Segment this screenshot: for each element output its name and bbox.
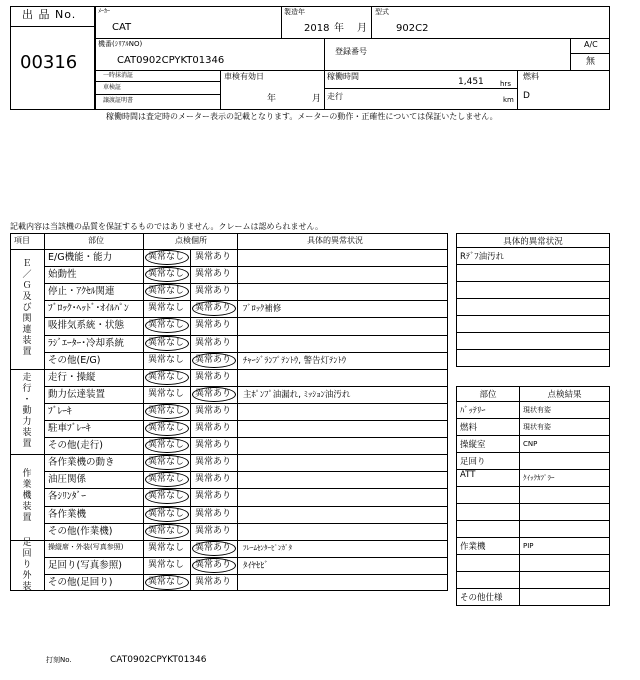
- right-detail-row: [457, 282, 610, 299]
- inspection-part: 操縦席・外装(写真参照): [48, 542, 124, 551]
- maker: CAT: [112, 22, 132, 33]
- status-normal: 異常なし: [148, 457, 185, 468]
- right-detail-row: [457, 299, 610, 316]
- header-item: 項目: [14, 236, 30, 245]
- results-value: [520, 589, 610, 606]
- stamp-number: CAT0902CPYKT01346: [110, 655, 207, 665]
- inspection-valid-label: 車検有効日: [224, 72, 264, 81]
- inspection-part: ﾌﾞﾛｯｸ･ﾍｯﾄﾞ･ｵｲﾙﾊﾟﾝ: [48, 303, 129, 315]
- inspection-part: 駐車ﾌﾞﾚｰｷ: [48, 423, 91, 434]
- inspection-part: 動力伝達装置: [48, 388, 106, 400]
- year-unit: 年: [334, 23, 344, 34]
- results-part: 足回り: [457, 453, 520, 470]
- inspection-valid-month-unit: 月: [312, 94, 322, 104]
- status-circle: [145, 250, 189, 265]
- status-circle: [192, 353, 236, 368]
- status-abnormal: 異常あり: [195, 542, 232, 553]
- status-normal: 異常なし: [148, 474, 185, 485]
- results-value: 現状有姿: [520, 419, 610, 436]
- inspection-part: その他(走行): [48, 440, 103, 452]
- status-abnormal: 異常あり: [195, 423, 232, 433]
- status-abnormal: 異常あり: [195, 269, 232, 280]
- inspection-part: 吸排気系統・状態: [48, 320, 125, 332]
- status-circle: [192, 541, 236, 556]
- status-normal: 異常なし: [148, 508, 185, 519]
- status-circle: [192, 387, 236, 402]
- results-value: 現状有姿: [520, 402, 610, 419]
- lot-number-label: 出 品 No.: [22, 8, 77, 21]
- status-abnormal: 異常あり: [195, 440, 232, 451]
- results-value: [520, 487, 610, 504]
- right-detail-row: [457, 316, 610, 333]
- month-unit: 月: [357, 23, 367, 34]
- results-table: [456, 386, 610, 606]
- fuel-label: 燃料: [523, 72, 539, 81]
- hours-disclaimer: 稼働時間は査定時のメーター表示の記載となります。メーターの動作・正確性については保証いたしません。: [106, 112, 498, 121]
- status-abnormal: 異常あり: [195, 576, 232, 587]
- inspection-part: 各作業機の動き: [48, 457, 115, 469]
- ac-label: A/C: [584, 40, 598, 49]
- status-circle: [145, 507, 189, 522]
- header-check: 点検個所: [175, 236, 207, 245]
- inspection-part: その他(E/G): [48, 354, 101, 366]
- status-abnormal: 異常あり: [195, 388, 232, 399]
- results-header-result: 点検結果: [520, 387, 610, 402]
- status-normal: 異常なし: [148, 286, 185, 297]
- status-abnormal: 異常あり: [195, 354, 232, 365]
- results-header-part: 部位: [457, 387, 520, 402]
- inspection-part: 油圧関係: [48, 474, 87, 486]
- right-detail-row: [457, 265, 610, 282]
- status-abnormal: 異常あり: [195, 405, 232, 416]
- inspection-part: 足回り(写真参照): [48, 559, 122, 571]
- status-normal: 異常なし: [148, 252, 185, 262]
- right-detail-row: Rﾃﾞﾌ油汚れ: [457, 248, 610, 265]
- year-label: 製造年: [284, 8, 305, 16]
- status-abnormal: 異常あり: [195, 371, 232, 382]
- group-label: Ｅ ／ Ｇ 及 び 関 連 装 置: [22, 259, 32, 358]
- results-part: [457, 487, 520, 504]
- serial-number: CAT0902CPYKT01346: [117, 55, 225, 66]
- results-value: [520, 504, 610, 521]
- inspection-part: 停止・ｱｸｾﾙ関連: [48, 286, 115, 298]
- year: 2018: [304, 23, 330, 34]
- results-value: [520, 555, 610, 572]
- status-circle: [192, 558, 236, 573]
- inspection-part: その他(足回り): [48, 576, 113, 588]
- inspection-detail: ﾁｬｰｼﾞﾗﾝﾌﾟﾃﾝﾄｳ, 警告灯ﾃﾝﾄｳ: [243, 355, 347, 366]
- status-circle: [145, 404, 189, 419]
- status-abnormal: 異常あり: [195, 474, 232, 485]
- results-part: 操縦室: [457, 436, 520, 453]
- temp-permit-label: 一時抹消証: [103, 72, 134, 79]
- inspection-part: 各ｼﾘﾝﾀﾞｰ: [48, 491, 87, 503]
- results-value: ｸｲｯｸｶﾌﾟﾗｰ: [520, 470, 610, 487]
- inspection-part: ﾗｼﾞｴｰﾀｰ･冷却系統: [48, 337, 125, 349]
- results-value: [520, 521, 610, 538]
- results-value: [520, 453, 610, 470]
- transfer-cert-label: 譲渡証明書: [103, 97, 134, 104]
- status-normal: 異常なし: [148, 354, 185, 365]
- right-detail-row: [457, 350, 610, 367]
- right-detail-header: 具体的異常状況: [457, 234, 610, 248]
- group-label: 足 回 り 外 装: [22, 537, 32, 592]
- quality-disclaimer: 記載内容は当該機の品質を保証するものではありません。クレームは認められません。: [10, 222, 323, 231]
- inspection-valid-year-unit: 年: [267, 94, 277, 104]
- group-label: 走 行 ・ 動 力 装 置: [22, 372, 32, 449]
- results-part: [457, 572, 520, 589]
- status-normal: 異常なし: [148, 525, 185, 536]
- lot-number: 00316: [20, 52, 78, 73]
- mileage-label: 走行: [327, 92, 343, 101]
- inspection-cert-label: 車検証: [103, 84, 122, 91]
- status-abnormal: 異常あり: [195, 252, 232, 262]
- status-normal: 異常なし: [148, 559, 185, 570]
- right-detail-table: [456, 233, 610, 367]
- status-normal: 異常なし: [148, 337, 185, 348]
- status-normal: 異常なし: [148, 423, 185, 433]
- status-abnormal: 異常あり: [195, 508, 232, 519]
- status-normal: 異常なし: [148, 542, 185, 553]
- results-part: ATT: [457, 470, 520, 487]
- status-normal: 異常なし: [148, 576, 185, 587]
- inspection-part: ﾌﾞﾚｰｷ: [48, 405, 72, 417]
- status-abnormal: 異常あり: [195, 559, 232, 570]
- inspection-part: 始動性: [48, 269, 77, 281]
- operating-hours: 1,451: [458, 77, 484, 87]
- status-abnormal: 異常あり: [195, 491, 232, 502]
- inspection-detail: 主ﾎﾟﾝﾌﾟ油漏れ, ﾐｯｼｮﾝ油汚れ: [243, 389, 351, 400]
- status-normal: 異常なし: [148, 388, 185, 399]
- results-part: ﾊﾞｯﾃﾘｰ: [457, 402, 520, 419]
- model-label: 型式: [375, 8, 389, 16]
- status-circle: [145, 336, 189, 351]
- operating-hours-label: 稼働時間: [327, 72, 359, 81]
- results-part: [457, 555, 520, 572]
- serial-label: 機番(ｼﾘｱﾙNO): [98, 40, 143, 48]
- inspection-detail: ﾀｲﾔｾﾋﾞ: [243, 560, 269, 571]
- fuel-value: D: [523, 91, 530, 101]
- results-value: PIP: [520, 538, 610, 555]
- results-part: 作業機: [457, 538, 520, 555]
- inspection-part: 走行・操縦: [48, 371, 96, 383]
- results-part: その他仕様: [457, 589, 520, 606]
- status-normal: 異常なし: [148, 269, 185, 280]
- status-normal: 異常なし: [148, 405, 185, 416]
- results-part: [457, 521, 520, 538]
- status-circle: [145, 524, 189, 539]
- status-normal: 異常なし: [148, 303, 185, 314]
- status-abnormal: 異常あり: [195, 457, 232, 468]
- inspection-detail: ﾌﾞﾛｯｸ補修: [243, 304, 282, 315]
- inspection-part: その他(作業機): [48, 525, 113, 537]
- header-part: 部位: [88, 236, 104, 245]
- km-unit: km: [503, 96, 514, 104]
- status-abnormal: 異常あり: [195, 303, 232, 314]
- status-abnormal: 異常あり: [195, 337, 232, 348]
- results-part: [457, 504, 520, 521]
- inspection-part: 各作業機: [48, 508, 87, 520]
- status-circle: [145, 421, 189, 436]
- registration-label: 登録番号: [335, 47, 367, 56]
- status-circle: [145, 575, 189, 590]
- status-abnormal: 異常あり: [195, 525, 232, 536]
- results-value: [520, 572, 610, 589]
- hours-unit: hrs: [500, 80, 511, 88]
- results-part: 燃料: [457, 419, 520, 436]
- status-normal: 異常なし: [148, 491, 185, 502]
- inspection-detail: ﾌﾚｰﾑｾﾝﾀｰﾋﾟﾝｶﾞﾀ: [243, 543, 292, 552]
- model: 902C2: [396, 23, 429, 34]
- maker-label: ﾒｰｶｰ: [98, 8, 111, 15]
- results-value: CNP: [520, 436, 610, 453]
- status-normal: 異常なし: [148, 320, 185, 331]
- stamp-label: 打刻No.: [46, 656, 72, 664]
- status-normal: 異常なし: [148, 371, 185, 382]
- inspection-part: E/G機能・能力: [48, 252, 113, 263]
- group-label: 作 業 機 装 置: [22, 469, 32, 524]
- status-circle: [145, 370, 189, 385]
- ac-value: 無: [586, 57, 596, 67]
- status-normal: 異常なし: [148, 440, 185, 451]
- status-abnormal: 異常あり: [195, 286, 232, 297]
- right-detail-row: [457, 333, 610, 350]
- status-abnormal: 異常あり: [195, 320, 232, 331]
- header-detail: 具体的異常状況: [307, 236, 363, 245]
